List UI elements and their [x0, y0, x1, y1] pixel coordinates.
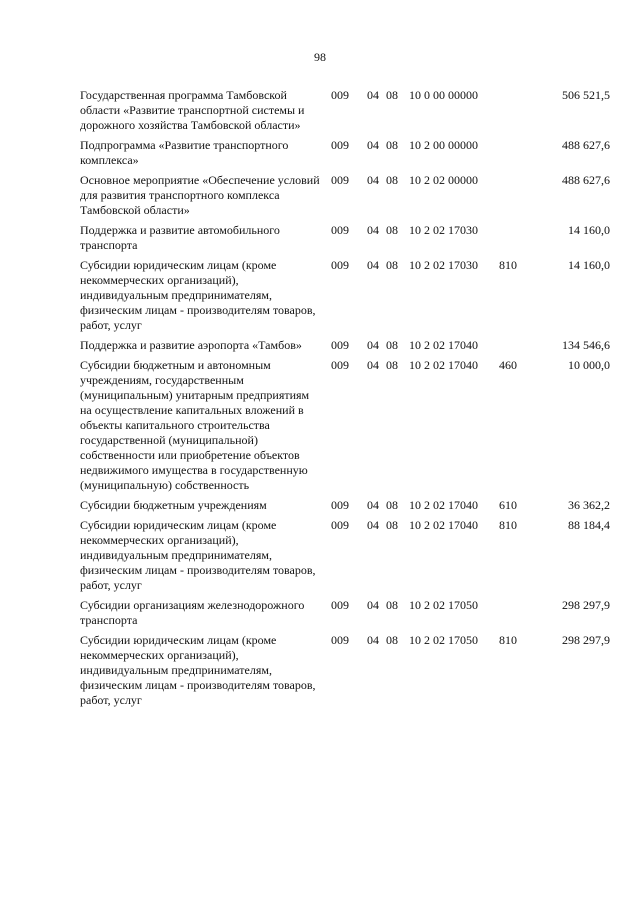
row-section-code: 04 [367, 633, 379, 647]
row-subsection-code: 08 [386, 88, 398, 102]
row-name: Субсидии бюджетным учреждениям [80, 498, 267, 512]
row-target-article-code: 10 2 02 17030 [409, 223, 478, 237]
row-grbs-code: 009 [331, 258, 349, 272]
row-expense-type-code: 810 [499, 258, 517, 272]
row-grbs-code: 009 [331, 498, 349, 512]
row-name: Поддержка и развитие аэропорта «Тамбов» [80, 338, 302, 352]
row-section-code: 04 [367, 258, 379, 272]
row-target-article-code: 10 2 00 00000 [409, 138, 478, 152]
row-name: Субсидии юридическим лицам (кроме некоммерческих организаций), индивидуальным предпринимателям, физическим лицам - производителям товаров, работ, услуг [80, 518, 316, 592]
table-row [80, 518, 610, 593]
row-amount: 298 297,9 [562, 633, 610, 647]
table-row [80, 598, 610, 628]
row-name: Поддержка и развитие автомобильного транспорта [80, 223, 280, 252]
row-grbs-code: 009 [331, 338, 349, 352]
table-row [80, 633, 610, 708]
row-section-code: 04 [367, 223, 379, 237]
row-amount: 488 627,6 [562, 138, 610, 152]
row-grbs-code: 009 [331, 598, 349, 612]
row-subsection-code: 08 [386, 173, 398, 187]
row-subsection-code: 08 [386, 518, 398, 532]
row-subsection-code: 08 [386, 633, 398, 647]
row-expense-type-code: 610 [499, 498, 517, 512]
row-target-article-code: 10 2 02 00000 [409, 173, 478, 187]
row-name: Субсидии юридическим лицам (кроме некоммерческих организаций), индивидуальным предпринимателям, физическим лицам - производителям товаров, работ, услуг [80, 258, 316, 332]
row-name: Субсидии организациям железнодорожного транспорта [80, 598, 305, 627]
row-section-code: 04 [367, 338, 379, 352]
row-name: Субсидии бюджетным и автономным учреждениям, государственным (муниципальным) унитарным предприятиям на осуществление капитальных вложений в объекты капитального строительства государственной (муниципальной) собственности или приобретение объектов недвижимого имущества в государственную (муниципальную) собственность [80, 358, 310, 492]
row-amount: 36 362,2 [568, 498, 610, 512]
row-subsection-code: 08 [386, 223, 398, 237]
page-number: 98 [314, 50, 326, 64]
row-expense-type-code: 810 [499, 633, 517, 647]
row-target-article-code: 10 2 02 17040 [409, 358, 478, 372]
table-row [80, 358, 610, 493]
row-grbs-code: 009 [331, 88, 349, 102]
row-expense-type-code: 810 [499, 518, 517, 532]
row-amount: 298 297,9 [562, 598, 610, 612]
row-subsection-code: 08 [386, 358, 398, 372]
row-grbs-code: 009 [331, 518, 349, 532]
row-expense-type-code: 460 [499, 358, 517, 372]
row-grbs-code: 009 [331, 138, 349, 152]
row-amount: 10 000,0 [568, 358, 610, 372]
row-amount: 14 160,0 [568, 258, 610, 272]
row-target-article-code: 10 2 02 17040 [409, 338, 478, 352]
row-name: Государственная программа Тамбовской области «Развитие транспортной системы и дорожного хозяйства Тамбовской области» [80, 88, 305, 132]
row-amount: 506 521,5 [562, 88, 610, 102]
row-name: Подпрограмма «Развитие транспортного комплекса» [80, 138, 289, 167]
row-subsection-code: 08 [386, 258, 398, 272]
row-target-article-code: 10 2 02 17050 [409, 598, 478, 612]
table-row [80, 258, 610, 333]
table-row [80, 223, 610, 253]
row-section-code: 04 [367, 88, 379, 102]
row-grbs-code: 009 [331, 633, 349, 647]
row-subsection-code: 08 [386, 598, 398, 612]
row-grbs-code: 009 [331, 358, 349, 372]
table-row [80, 88, 610, 133]
row-grbs-code: 009 [331, 223, 349, 237]
table-row [80, 338, 610, 353]
row-name: Основное мероприятие «Обеспечение условий для развития транспортного комплекса Тамбовской области» [80, 173, 320, 217]
row-section-code: 04 [367, 358, 379, 372]
row-target-article-code: 10 2 02 17030 [409, 258, 478, 272]
row-subsection-code: 08 [386, 138, 398, 152]
row-section-code: 04 [367, 598, 379, 612]
row-section-code: 04 [367, 498, 379, 512]
row-subsection-code: 08 [386, 498, 398, 512]
budget-table [80, 88, 610, 713]
row-target-article-code: 10 2 02 17040 [409, 498, 478, 512]
table-row [80, 173, 610, 218]
table-row [80, 498, 610, 513]
row-name: Субсидии юридическим лицам (кроме некоммерческих организаций), индивидуальным предпринимателям, физическим лицам - производителям товаров, работ, услуг [80, 633, 316, 707]
row-amount: 488 627,6 [562, 173, 610, 187]
row-section-code: 04 [367, 138, 379, 152]
row-section-code: 04 [367, 518, 379, 532]
row-amount: 88 184,4 [568, 518, 610, 532]
row-amount: 14 160,0 [568, 223, 610, 237]
row-amount: 134 546,6 [562, 338, 610, 352]
row-subsection-code: 08 [386, 338, 398, 352]
row-target-article-code: 10 2 02 17050 [409, 633, 478, 647]
row-grbs-code: 009 [331, 173, 349, 187]
row-target-article-code: 10 2 02 17040 [409, 518, 478, 532]
table-row [80, 138, 610, 168]
row-section-code: 04 [367, 173, 379, 187]
row-target-article-code: 10 0 00 00000 [409, 88, 478, 102]
